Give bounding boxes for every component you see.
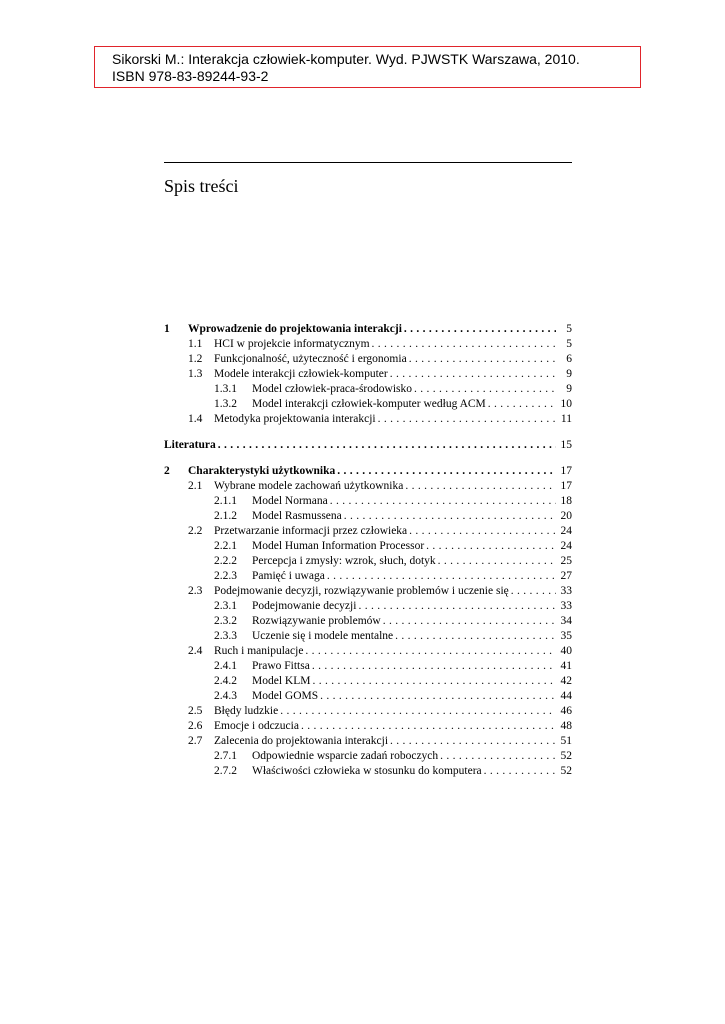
toc-entry[interactable] — [164, 569, 572, 584]
toc-entry[interactable] — [164, 749, 572, 764]
toc-entry[interactable] — [164, 674, 572, 689]
leader-dots — [299, 719, 556, 734]
toc-entry-page: 51 — [560, 735, 572, 747]
leader-dots — [402, 322, 556, 337]
toc-entry[interactable] — [164, 689, 572, 704]
leader-dots — [356, 599, 556, 614]
toc-entry-number: 2.2.3 — [214, 570, 237, 582]
toc-entry-page: 35 — [560, 630, 572, 642]
toc-entry-number: 2.2 — [188, 525, 203, 537]
toc-entry-title: Emocje i odczucia — [214, 720, 299, 732]
toc-entry-page: 24 — [560, 540, 572, 552]
toc-entry[interactable] — [164, 599, 572, 614]
leader-dots — [509, 584, 556, 599]
toc-entry-title: Percepcja i zmysły: wzrok, słuch, dotyk — [252, 555, 436, 567]
toc-entry-page: 42 — [560, 675, 572, 687]
toc-entry-page: 11 — [560, 413, 572, 425]
toc-entry[interactable] — [164, 382, 572, 397]
leader-dots — [318, 689, 556, 704]
toc-entry-number: 2.4.1 — [214, 660, 237, 672]
toc-entry-title: Właściwości człowieka w stosunku do komputera — [252, 765, 482, 777]
toc-entry[interactable] — [164, 322, 572, 337]
toc-entry-title: Zalecenia do projektowania interakcji — [214, 735, 389, 747]
toc-entry-title: Rozwiązywanie problemów — [252, 615, 381, 627]
toc-entry-page: 18 — [560, 495, 572, 507]
toc-entry-number: 2.2.2 — [214, 555, 237, 567]
leader-dots — [310, 674, 556, 689]
toc-entry-number: 2.1 — [188, 480, 203, 492]
toc-entry-number: 2.4.3 — [214, 690, 237, 702]
toc-entry-title: Model Normana — [252, 495, 328, 507]
toc-entry-number: 2.3.2 — [214, 615, 237, 627]
toc-entry-number: 2.3.1 — [214, 600, 237, 612]
toc-entry-number: 2.7 — [188, 735, 203, 747]
toc-title: Spis treści — [164, 176, 239, 196]
toc-entry-number: 1.1 — [188, 338, 203, 350]
toc-entry-title: Funkcjonalność, użyteczność i ergonomia — [214, 353, 407, 365]
toc-entry-page: 9 — [566, 383, 572, 395]
leader-dots — [403, 479, 556, 494]
toc-entry-title: Model KLM — [252, 675, 311, 687]
toc-entry-title: Pamięć i uwaga — [252, 570, 325, 582]
toc-entry-number: 1.2 — [188, 353, 203, 365]
leader-dots — [424, 539, 556, 554]
toc-entry-title: Modele interakcji człowiek-komputer — [214, 368, 388, 380]
toc-entry-title: Charakterystyki użytkownika — [188, 465, 336, 477]
citation-box — [94, 46, 641, 88]
leader-dots — [342, 509, 556, 524]
toc-entry-page: 52 — [560, 765, 572, 777]
toc-entry-page: 24 — [560, 525, 572, 537]
toc-entry-number: 1.3.1 — [214, 383, 237, 395]
toc-entry[interactable] — [164, 524, 572, 539]
toc-entry-number: 1.4 — [188, 413, 203, 425]
toc-entry[interactable] — [164, 584, 572, 599]
toc-entry-title: Metodyka projektowania interakcji — [214, 413, 376, 425]
table-of-contents — [164, 322, 572, 779]
leader-dots — [412, 382, 556, 397]
toc-entry-number: 1 — [164, 323, 170, 335]
leader-dots — [278, 704, 556, 719]
leader-dots — [328, 494, 556, 509]
leader-dots — [486, 397, 556, 412]
toc-entry-title: Uczenie się i modele mentalne — [252, 630, 394, 642]
toc-entry-page: 34 — [560, 615, 572, 627]
toc-entry-page: 25 — [560, 555, 572, 567]
leader-dots — [303, 644, 556, 659]
header-rule — [164, 162, 572, 163]
toc-entry-page: 33 — [560, 600, 572, 612]
toc-entry-title: Literatura — [164, 439, 216, 451]
citation-line-2: ISBN 978-83-89244-93-2 — [112, 68, 269, 84]
leader-dots — [388, 734, 556, 749]
leader-dots — [325, 569, 556, 584]
toc-entry-page: 5 — [566, 338, 572, 350]
toc-entry-number: 2.6 — [188, 720, 203, 732]
toc-entry[interactable] — [164, 734, 572, 749]
citation-line-1: Sikorski M.: Interakcja człowiek-komputer. Wyd. PJWSTK Warszawa, 2010. — [112, 51, 580, 67]
toc-entry-page: 17 — [560, 465, 572, 477]
toc-entry-number: 2.4.2 — [214, 675, 237, 687]
toc-entry-page: 9 — [566, 368, 572, 380]
toc-entry-title: HCI w projekcie informatycznym — [214, 338, 370, 350]
toc-entry-number: 2.3 — [188, 585, 203, 597]
leader-dots — [407, 524, 556, 539]
toc-entry-title: Model Human Information Processor — [252, 540, 425, 552]
leader-dots — [388, 367, 556, 382]
section-gap — [164, 427, 572, 438]
leader-dots — [310, 659, 556, 674]
toc-entry-title: Wprowadzenie do projektowania interakcji — [188, 323, 402, 335]
toc-entry-number: 2.7.2 — [214, 765, 237, 777]
toc-entry[interactable] — [164, 397, 572, 412]
toc-entry-page: 10 — [560, 398, 572, 410]
toc-entry[interactable] — [164, 509, 572, 524]
toc-entry[interactable] — [164, 704, 572, 719]
toc-entry-title: Model interakcji człowiek-komputer według ACM — [252, 398, 486, 410]
toc-entry-page: 6 — [566, 353, 572, 365]
toc-entry-page: 41 — [560, 660, 572, 672]
toc-entry-page: 40 — [560, 645, 572, 657]
toc-entry-page: 15 — [560, 439, 572, 451]
toc-entry-page: 46 — [560, 705, 572, 717]
toc-entry-number: 2.1.1 — [214, 495, 237, 507]
toc-entry-page: 33 — [560, 585, 572, 597]
toc-entry-number: 2.1.2 — [214, 510, 237, 522]
leader-dots — [482, 764, 556, 779]
toc-entry-title: Przetwarzanie informacji przez człowieka — [214, 525, 408, 537]
toc-entry[interactable] — [164, 629, 572, 644]
leader-dots — [436, 554, 556, 569]
leader-dots — [335, 464, 556, 479]
toc-entry-title: Podejmowanie decyzji, rozwiązywanie problemów i uczenie się — [214, 585, 509, 597]
toc-entry-number: 1.3.2 — [214, 398, 237, 410]
toc-entry-title: Model GOMS — [252, 690, 319, 702]
toc-entry-title: Wybrane modele zachowań użytkownika — [214, 480, 404, 492]
toc-entry-number: 2.2.1 — [214, 540, 237, 552]
toc-entry[interactable] — [164, 438, 572, 453]
toc-entry[interactable] — [164, 764, 572, 779]
toc-entry-page: 52 — [560, 750, 572, 762]
toc-entry-page: 44 — [560, 690, 572, 702]
toc-entry-number: 2 — [164, 465, 170, 477]
toc-entry[interactable] — [164, 539, 572, 554]
toc-entry-page: 5 — [566, 323, 572, 335]
toc-entry-title: Ruch i manipulacje — [214, 645, 304, 657]
toc-entry[interactable] — [164, 494, 572, 509]
leader-dots — [393, 629, 556, 644]
toc-entry-title: Błędy ludzkie — [214, 705, 279, 717]
toc-entry-number: 2.7.1 — [214, 750, 237, 762]
toc-entry-title: Model człowiek-praca-środowisko — [252, 383, 412, 395]
toc-entry-title: Podejmowanie decyzji — [252, 600, 357, 612]
toc-entry[interactable] — [164, 337, 572, 352]
toc-entry[interactable] — [164, 352, 572, 367]
toc-entry[interactable] — [164, 719, 572, 734]
toc-entry-page: 27 — [560, 570, 572, 582]
toc-entry[interactable] — [164, 367, 572, 382]
toc-entry[interactable] — [164, 644, 572, 659]
toc-entry-title: Odpowiednie wsparcie zadań roboczych — [252, 750, 439, 762]
toc-entry-number: 2.3.3 — [214, 630, 237, 642]
toc-entry-title: Prawo Fittsa — [252, 660, 310, 672]
toc-entry[interactable] — [164, 554, 572, 569]
toc-entry[interactable] — [164, 614, 572, 629]
toc-entry-number: 1.3 — [188, 368, 203, 380]
section-gap — [164, 453, 572, 464]
leader-dots — [381, 614, 556, 629]
toc-entry-page: 48 — [560, 720, 572, 732]
toc-entry-page: 20 — [560, 510, 572, 522]
leader-dots — [407, 352, 556, 367]
toc-entry[interactable] — [164, 479, 572, 494]
toc-entry[interactable] — [164, 464, 572, 479]
toc-entry-number: 2.4 — [188, 645, 203, 657]
toc-entry[interactable] — [164, 412, 572, 427]
toc-entry[interactable] — [164, 659, 572, 674]
leader-dots — [376, 412, 556, 427]
toc-entry-number: 2.5 — [188, 705, 203, 717]
leader-dots — [216, 438, 556, 453]
leader-dots — [370, 337, 556, 352]
toc-entry-title: Model Rasmussena — [252, 510, 342, 522]
leader-dots — [438, 749, 556, 764]
toc-entry-page: 17 — [560, 480, 572, 492]
